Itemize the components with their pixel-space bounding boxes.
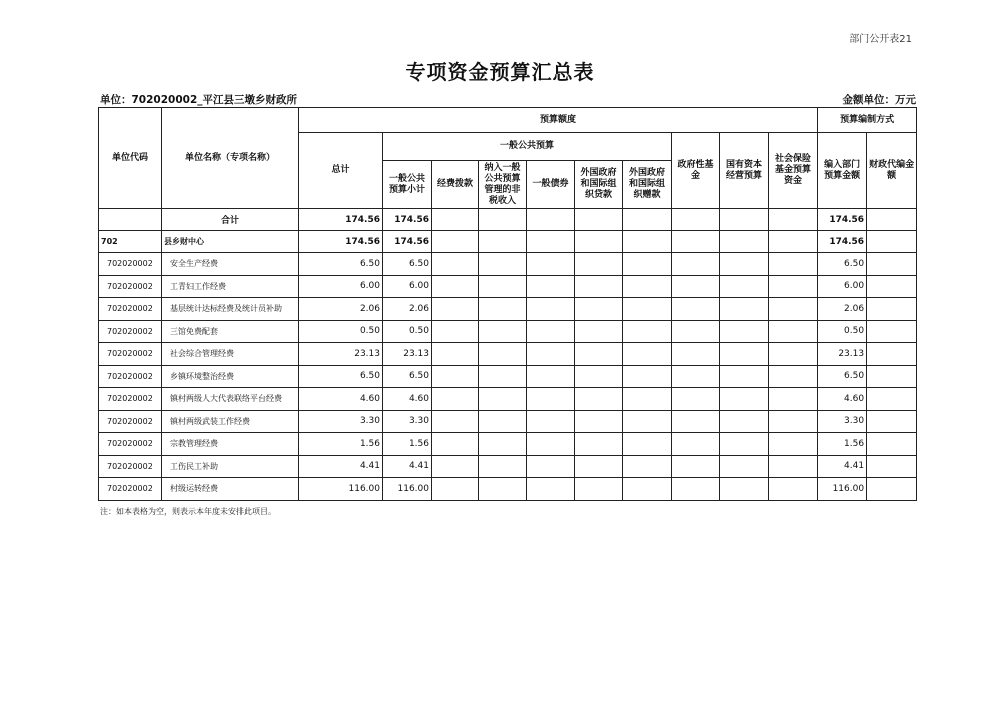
row-subtotal: 6.00 xyxy=(383,275,432,298)
row-name: 宗教管理经费 xyxy=(162,433,299,456)
row-subtotal: 6.50 xyxy=(383,365,432,388)
row-name: 镇村两级人大代表联络平台经费 xyxy=(162,388,299,411)
header-gp-fund-allocation: 经费拨款 xyxy=(432,161,479,209)
row-dept-amount: 0.50 xyxy=(818,320,867,343)
row-subtotal: 1.56 xyxy=(383,433,432,456)
row-code: 702020002 xyxy=(99,298,162,321)
row-total: 4.60 xyxy=(299,388,383,411)
amount-unit-label: 金额单位：万元 xyxy=(842,94,916,106)
row-total: 4.41 xyxy=(299,455,383,478)
table-row xyxy=(99,320,917,343)
row-dept-amount: 116.00 xyxy=(818,478,867,501)
row-subtotal: 6.50 xyxy=(383,253,432,276)
row-name: 工青妇工作经费 xyxy=(162,275,299,298)
header-social-insurance: 社会保险基金预算资金 xyxy=(769,133,818,209)
header-general-public-budget: 一般公共预算 xyxy=(383,133,672,161)
row-name: 镇村两级武装工作经费 xyxy=(162,410,299,433)
row-total: 3.30 xyxy=(299,410,383,433)
row-total: 6.50 xyxy=(299,365,383,388)
header-total: 总计 xyxy=(299,133,383,209)
unit-info-row xyxy=(100,92,916,107)
table-row xyxy=(99,253,917,276)
header-gp-foreign-loan: 外国政府和国际组织贷款 xyxy=(575,161,623,209)
header-gp-subtotal: 一般公共预算小计 xyxy=(383,161,432,209)
table-row xyxy=(99,275,917,298)
row-code: 702020002 xyxy=(99,410,162,433)
page-number: 部门公开表21 xyxy=(849,34,912,45)
row-total: 1.56 xyxy=(299,433,383,456)
unit-label: 单位：702020002_平江县三墩乡财政所 xyxy=(100,94,298,106)
row-name: 基层统计达标经费及统计员补助 xyxy=(162,298,299,321)
row-code: 702020002 xyxy=(99,320,162,343)
header-gp-nontax-income: 纳入一般公共预算管理的非税收入 xyxy=(479,161,527,209)
row-code: 702020002 xyxy=(99,455,162,478)
page-title: 专项资金预算汇总表 xyxy=(405,60,595,84)
row-dept-amount: 6.00 xyxy=(818,275,867,298)
table-row xyxy=(99,343,917,366)
row-name: 村级运转经费 xyxy=(162,478,299,501)
row-subtotal: 2.06 xyxy=(383,298,432,321)
row-total: 2.06 xyxy=(299,298,383,321)
table-header xyxy=(99,108,917,209)
row-dept-amount: 2.06 xyxy=(818,298,867,321)
row-name: 工伤民工补助 xyxy=(162,455,299,478)
header-state-capital: 国有资本经营预算 xyxy=(720,133,769,209)
row-dept-amount: 4.60 xyxy=(818,388,867,411)
row-name: 安全生产经费 xyxy=(162,253,299,276)
total-row-dept: 174.56 xyxy=(818,209,867,231)
special-fund-budget-table xyxy=(98,107,917,501)
table-row xyxy=(99,298,917,321)
row-subtotal: 0.50 xyxy=(383,320,432,343)
row-dept-amount: 1.56 xyxy=(818,433,867,456)
table-body xyxy=(99,209,917,501)
table-row xyxy=(99,388,917,411)
header-into-dept-budget: 编入部门预算金额 xyxy=(818,133,867,209)
total-row-total: 174.56 xyxy=(299,209,383,231)
row-code: 702020002 xyxy=(99,365,162,388)
header-unit-name: 单位名称（专项名称） xyxy=(162,108,299,209)
table-note: 注：如本表格为空，则表示本年度未安排此项目。 xyxy=(100,507,276,516)
total-row xyxy=(99,209,917,231)
row-name: 乡镇环境整治经费 xyxy=(162,365,299,388)
row-total: 0.50 xyxy=(299,320,383,343)
total-row-subtotal: 174.56 xyxy=(383,209,432,231)
row-subtotal: 23.13 xyxy=(383,343,432,366)
row-code: 702020002 xyxy=(99,275,162,298)
row-subtotal: 4.41 xyxy=(383,455,432,478)
group-row-dept: 174.56 xyxy=(818,231,867,253)
row-total: 23.13 xyxy=(299,343,383,366)
row-dept-amount: 4.41 xyxy=(818,455,867,478)
row-code: 702020002 xyxy=(99,433,162,456)
total-row-label: 合计 xyxy=(162,209,299,231)
row-code: 702020002 xyxy=(99,388,162,411)
row-total: 6.50 xyxy=(299,253,383,276)
header-gov-fund: 政府性基金 xyxy=(672,133,720,209)
row-subtotal: 4.60 xyxy=(383,388,432,411)
group-row-name: 县乡财中心 xyxy=(162,231,299,253)
header-compile-method: 预算编制方式 xyxy=(818,108,917,133)
row-name: 三馆免费配套 xyxy=(162,320,299,343)
group-row-code: 702 xyxy=(99,231,162,253)
total-row-code xyxy=(99,209,162,231)
table-row xyxy=(99,433,917,456)
header-gp-foreign-grant: 外国政府和国际组织赠款 xyxy=(623,161,672,209)
table-row xyxy=(99,478,917,501)
row-subtotal: 116.00 xyxy=(383,478,432,501)
row-total: 6.00 xyxy=(299,275,383,298)
row-name: 社会综合管理经费 xyxy=(162,343,299,366)
group-row-subtotal: 174.56 xyxy=(383,231,432,253)
header-unit-code: 单位代码 xyxy=(99,108,162,209)
group-row xyxy=(99,231,917,253)
table-row xyxy=(99,455,917,478)
row-dept-amount: 23.13 xyxy=(818,343,867,366)
row-subtotal: 3.30 xyxy=(383,410,432,433)
group-row-total: 174.56 xyxy=(299,231,383,253)
header-gp-general-bond: 一般债券 xyxy=(527,161,575,209)
row-dept-amount: 6.50 xyxy=(818,253,867,276)
row-code: 702020002 xyxy=(99,343,162,366)
row-dept-amount: 3.30 xyxy=(818,410,867,433)
row-total: 116.00 xyxy=(299,478,383,501)
row-code: 702020002 xyxy=(99,253,162,276)
row-code: 702020002 xyxy=(99,478,162,501)
row-dept-amount: 6.50 xyxy=(818,365,867,388)
table-row xyxy=(99,410,917,433)
header-budget-amount: 预算额度 xyxy=(299,108,818,133)
header-finance-code-amount: 财政代编金额 xyxy=(867,133,917,209)
table-row xyxy=(99,365,917,388)
